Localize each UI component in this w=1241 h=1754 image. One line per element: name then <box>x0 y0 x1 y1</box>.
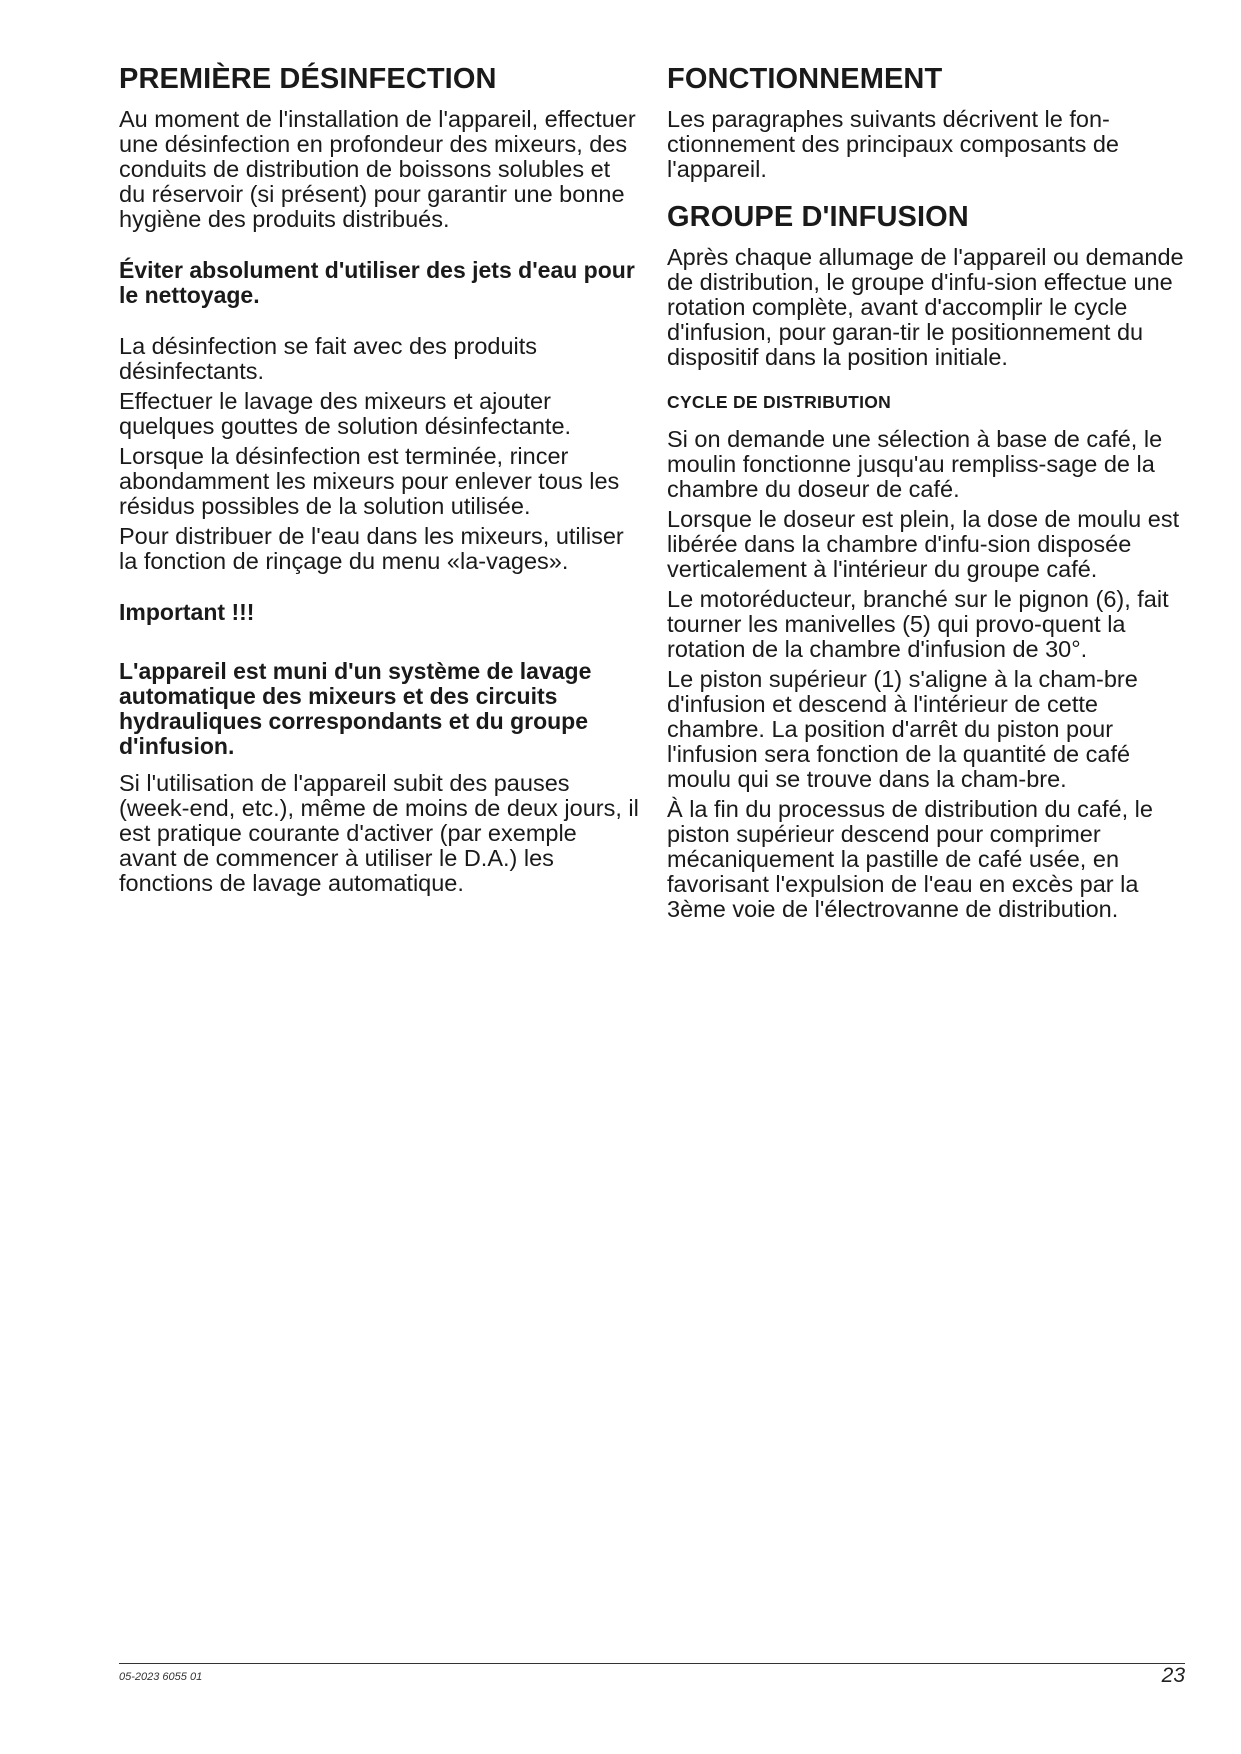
paragraph: Lorsque la désinfection est terminée, rincer abondamment les mixeurs pour enlever tous les résidus possibles de la solution utilisée. <box>119 442 620 519</box>
important-text: L'appareil est muni d'un système de lavage automatique des mixeurs et des circuits hydrauliques correspondants et du groupe d'infusion. <box>119 657 592 759</box>
paragraph: Si l'utilisation de l'appareil subit des pauses (week-end, etc.), même de moins de deux jours, il est pratique courante d'activer (par exemple avant de commencer à utiliser le D.A.) les fonctions de lavage automatique. <box>119 769 639 896</box>
left-column <box>119 62 639 901</box>
subsection-title-cycle-distribution: CYCLE DE DISTRIBUTION <box>667 391 892 412</box>
document-code: 05-2023 6055 01 <box>119 1671 203 1683</box>
paragraph: Effectuer le lavage des mixeurs et ajouter quelques gouttes de solution désinfectante. <box>119 387 572 439</box>
right-column <box>667 62 1197 927</box>
section-title-premiere-desinfection: PREMIÈRE DÉSINFECTION <box>119 63 497 95</box>
paragraph: Si on demande une sélection à base de café, le moulin fonctionne jusqu'au rempliss-sage de la chambre du doseur de café. <box>667 425 1163 502</box>
paragraph: À la fin du processus de distribution du café, le piston supérieur descend pour comprimer mécaniquement la pastille de café usée, en favorisant l'expulsion de l'eau en excès par la 3ème voie de l'électrovanne de distribution. <box>667 795 1153 922</box>
paragraph: Le motoréducteur, branché sur le pignon (6), fait tourner les manivelles (5) qui provo-quent la rotation de la chambre d'infusion de 30°. <box>667 585 1169 662</box>
paragraph: Pour distribuer de l'eau dans les mixeurs, utiliser la fonction de rinçage du menu «la-vages». <box>119 522 624 574</box>
paragraph: La désinfection se fait avec des produits désinfectants. <box>119 332 538 384</box>
section-title-fonctionnement: FONCTIONNEMENT <box>667 63 943 95</box>
paragraph: Les paragraphes suivants décrivent le fon-ctionnement des principaux composants de l'appareil. <box>667 105 1119 182</box>
warning-text: Éviter absolument d'utiliser des jets d'eau pour le nettoyage. <box>119 256 635 308</box>
paragraph: Après chaque allumage de l'appareil ou demande de distribution, le groupe d'infu-sion effectue une rotation complète, avant d'accomplir le cycle d'infusion, pour garan-tir le positionnement du dispositif dans la position initiale. <box>667 243 1184 370</box>
section-title-groupe-infusion: GROUPE D'INFUSION <box>667 200 969 233</box>
paragraph: Au moment de l'installation de l'appareil, effectuer une désinfection en profondeur des mixeurs, des conduits de distribution de boissons solubles et du réservoir (si présent) pour garantir une bonne hygiène des produits distribués. <box>119 105 636 232</box>
paragraph: Lorsque le doseur est plein, la dose de moulu est libérée dans la chambre d'infu-sion disposée verticalement à l'intérieur du groupe café. <box>667 505 1180 582</box>
page-number: 23 <box>1161 1664 1185 1687</box>
important-label: Important !!! <box>119 598 255 625</box>
paragraph: Le piston supérieur (1) s'aligne à la cham-bre d'infusion et descend à l'intérieur de cette chambre. La position d'arrêt du piston pour l'infusion sera fonction de la quantité de café moulu qui se trouve dans la cham-bre. <box>667 665 1138 792</box>
footer-divider <box>119 1663 1185 1664</box>
